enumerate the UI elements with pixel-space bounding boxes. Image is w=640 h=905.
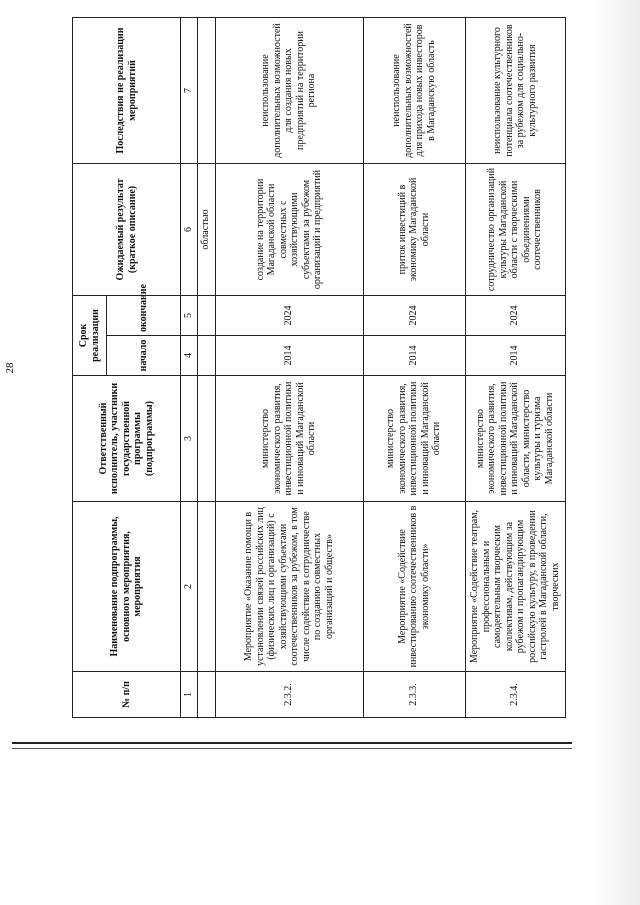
row-result: приток инвестиций в экономику Магаданской области xyxy=(363,164,465,296)
row-end: 2024 xyxy=(465,296,565,336)
table-row xyxy=(215,18,363,718)
row-name: Мероприятие «Содействие театрам, профессиональным и самодеятельным творческим коллективам, действующим за рубежом и пропагандирующим российскую культуру, в проведении гастролей в Магаданской области, творческих xyxy=(465,502,565,672)
row-name: Мероприятие «Содействие инвестированию соотечественников в экономику области» xyxy=(363,502,465,672)
row-responsible: министерство экономического развития, инвестиционной политики и инноваций Магаданской области xyxy=(215,376,363,502)
row-responsible: министерство экономического развития, инвестиционной политики и инноваций Магаданской области, министерство культуры и туризма Магаданской области xyxy=(465,376,565,502)
header-name: Наименование подпрограммы, основного мероприятия, мероприятия xyxy=(73,502,181,672)
row-consequences: неиспользование дополнительных возможностей для прихода новых инвесторов в Магаданскую область xyxy=(363,18,465,164)
col-number-6: 6 xyxy=(181,164,198,296)
program-table-rotated xyxy=(72,18,564,718)
header-end: окончание xyxy=(107,296,181,336)
table-row-continuation xyxy=(197,18,215,718)
col-number-3: 3 xyxy=(181,376,198,502)
row-end: 2024 xyxy=(215,296,363,336)
col-number-7: 7 xyxy=(181,18,198,164)
row-num: 2.3.2. xyxy=(215,672,363,718)
row-start: 2014 xyxy=(465,336,565,376)
program-activities-table xyxy=(72,17,566,718)
header-consequences: Последствия не реализации мероприятий xyxy=(73,18,181,164)
col-number-5: 5 xyxy=(181,296,198,336)
header-responsible: Ответственный исполнитель, участники государственной программы (подпрограммы) xyxy=(73,376,181,502)
col-number-4: 4 xyxy=(181,336,198,376)
header-num: № п/п xyxy=(73,672,181,718)
row-start: 2014 xyxy=(215,336,363,376)
table-row xyxy=(363,18,465,718)
header-result: Ожидаемый результат (краткое описание) xyxy=(73,164,181,296)
scan-edge-shadow xyxy=(594,0,640,905)
header-start: начало xyxy=(107,336,181,376)
page-number: 28 xyxy=(4,362,16,374)
page-rule-thin xyxy=(12,748,572,749)
row-name: Мероприятие «Оказание помощи в установлении связей российских лиц (физических лиц и организаций) с хозяйствующими субъектами соотечественников за рубежом, в том числе содействие в сотрудничестве по созданию совместных организаций и обществ» xyxy=(215,502,363,672)
header-period: Срок реализации xyxy=(73,296,107,376)
col-number-2: 2 xyxy=(181,502,198,672)
row-responsible: министерство экономического развития, инвестиционной политики и инноваций Магаданской области xyxy=(363,376,465,502)
row-result: создание на территории Магаданской области совместных с хозяйствующими субъектами за рубежом организаций и предприятий xyxy=(215,164,363,296)
row-num: 2.3.4. xyxy=(465,672,565,718)
page-rule xyxy=(12,742,572,744)
table-row xyxy=(465,18,565,718)
row-result: сотрудничество организаций культуры Магаданской области с творческими объединениями соотечественников xyxy=(465,164,565,296)
col-number-1: 1 xyxy=(181,672,198,718)
row-num: 2.3.3. xyxy=(363,672,465,718)
row-start: 2014 xyxy=(363,336,465,376)
row-consequences: неиспользование дополнительных возможностей для создания новых предприятий на территории региона xyxy=(215,18,363,164)
row-consequences: неиспользование культурного потенциала соотечественников за рубежом для социально-культурного развития xyxy=(465,18,565,164)
row-end: 2024 xyxy=(363,296,465,336)
row-continuation-result: областью xyxy=(197,164,215,296)
